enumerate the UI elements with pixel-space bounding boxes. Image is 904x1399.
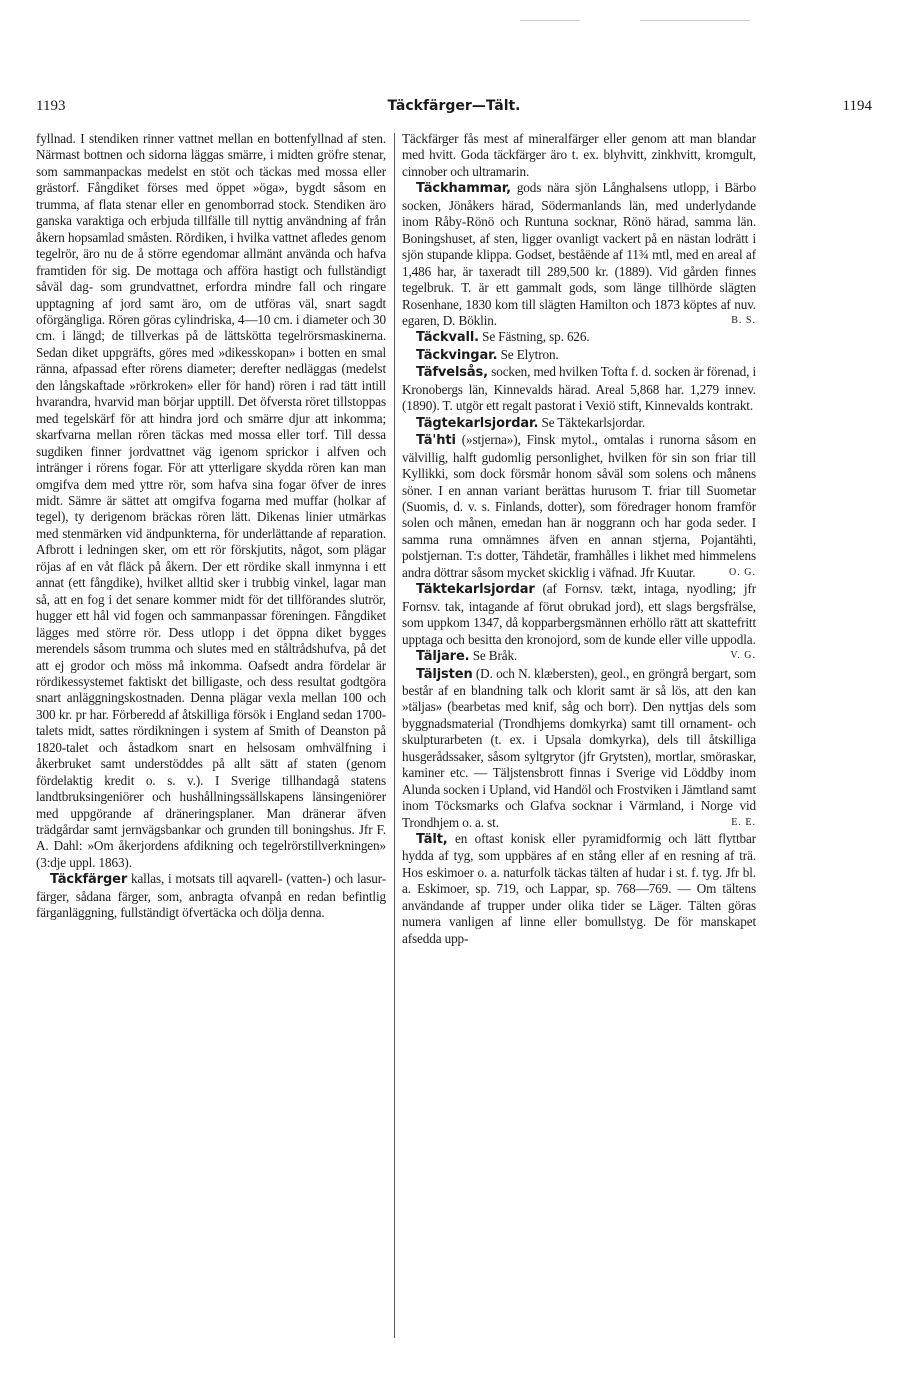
entry-talt: [402, 831, 756, 947]
entry-tackvingar: [402, 347, 756, 364]
author-signature: O. G.: [729, 566, 756, 578]
entry-text: Se Täktekarlsjordar.: [541, 414, 646, 430]
headword: Tä'hti: [416, 433, 456, 449]
headword: Täfvelsås,: [416, 365, 488, 381]
headword: Tält,: [416, 832, 448, 848]
author-signature: B. S.: [731, 314, 756, 326]
entry-text: Se Fästning, sp. 626.: [482, 329, 590, 345]
headword: Täljare.: [416, 649, 470, 665]
headword: Täckvingar.: [416, 347, 498, 363]
entry-text: (»stjerna»), Finsk mytol., omtalas i runorna såsom en välvillig, halft gudomlig personlighet, hvilken för sin son friar till Kyllikki, som dock försmår honom såväl som solens och månens söner. I en annan variant berättas hurusom T. friar till Suometar (Suomis, d. v. s. Finlands, dotter), som föredrager honom framför solen och månen, emedan han är noggrann och har goda seder. I samma runa omnämnes äfven en annan stjerna, Pojantähti, polstjernan. T:s dotter, Tähdetär, framhålles i likhet med himmelens andra döttrar såsom mycket skicklig i väfnad. Jfr Kuutar.: [402, 432, 756, 580]
headword: Täljsten: [416, 666, 473, 682]
page-number-right: 1194: [842, 98, 872, 114]
paragraph-continued: Täckfärger fås mest af mineralfärger eller genom att man blandar med hvitt. Goda täckfärger äro t. ex. blyhvitt, zinkhvitt, kromgult, cinnober och ultramarin.: [402, 131, 756, 179]
column-rule: [394, 133, 395, 1338]
entry-tackhammar: [402, 180, 756, 329]
entry-text: socken, med hvilken Tofta f. d. socken är förenad, i Kronobergs län, Kinnevalds härad. Areal 5,868 har. 1,279 innev. (1890). T. utgör ett regalt pastorat i Vexiö stift, Kinnevalds kontrakt.: [402, 364, 756, 414]
entry-text: Se Elytron.: [500, 346, 559, 362]
author-signature: V. G.: [730, 650, 756, 662]
entry-tagtekarlsjordar: [402, 415, 756, 432]
entry-text: Se Bråk.: [472, 648, 518, 664]
left-column: [36, 131, 386, 922]
entry-text: kallas, i motsats till aqvarell- (vatten-) och lasur-färger, sådana färger, som, anbragta ofvanpå en redan befintlig färganläggning, fullständigt öfvertäcka och dölja denna.: [36, 871, 386, 921]
headword: Täktekarlsjordar: [416, 582, 535, 598]
entry-tackfarger: [36, 871, 386, 921]
headword: Täckfärger: [50, 872, 128, 888]
entry-tafvelsas: [402, 364, 756, 414]
entry-text: gods nära sjön Långhalsens utlopp, i Bärbo socken, Jönåkers härad, Södermanlands län, med underlydande inom Råby-Rönö och Runtuna socknar, Rönö härad, samma län. Boningshuset, af sten, ligger ovanligt vackert på en nästan lodrätt i sjön stupande klippa. Godset, beståënde af 11¾ mtl, med en areal af 1,486 har, är taxeradt till 289,500 kr. (1889). Vid gården finnes tegelbruk. T. är ett gammalt gods, som länge tillhörde slägten Rosenhane, 1830 kom till slägten Hamilton och 1873 köptes af nuv. egaren, D. Böklin.: [402, 180, 756, 328]
running-title: Täckfärger—Tält.: [387, 98, 521, 114]
entry-text: (D. och N. klæbersten), geol., en gröngrå bergart, som består af en blandning talk och klorit samt är så lös, att den kan »täljas» (bearbetas med knif, såg och borr). Den nyttjas dels som byggnadsmaterial (Trondhjems domkyrka) samt till ornament- och skulpturarbeten (t. ex. i Upsala domkyrka), dels till åtskilliga husgerådssaker, såsom syltgrytor (jfr Grytsten), mortlar, smöraskar, kaminer etc. — Täljstensbrott finnas i Sverige vid Löddby inom Alunda socken i Upland, vid Handöl och Frostviken i Jämtland samt inom Töcksmarks och Glafva socknar i Värmland, i Norge vid Trondhjem o. a. st.: [402, 665, 756, 830]
headword: Täckvall.: [416, 330, 479, 346]
headword: Tägtekarlsjordar.: [416, 415, 539, 431]
scan-artifact: [640, 20, 750, 21]
scan-artifact: [520, 20, 580, 21]
entry-tahti: [402, 432, 756, 581]
headword: Täckhammar,: [416, 181, 511, 197]
entry-text: en oftast konisk eller pyramidformig och lätt flyttbar hydda af tyg, som uppbäres af en stång eller af en resning af trä. Hos eskimoer o. a. naturfolk täckas tälten af hudar i st. f. tyg. Jfr bl. a. Eskimoer, sp. 719, och Lappar, sp. 768—769. — Om tältens användande af trupper under olika tider se Läger. Tälten göras numera vanligen af linne eller bomullstyg. De för manskapet afsedda upp-: [402, 831, 757, 946]
entry-taljsten: [402, 666, 756, 832]
entry-text: (af Fornsv. tækt, intaga, nyodling; jfr Fornsv. tak, intagande af förut obrukad jord), ett slags bergsfrälse, som uppkom 1347, då kopparbergsmännen erhöllo rätt att skattefritt upptaga och besitta den kronojord, som de kunde eller ville uppodla.: [402, 581, 756, 647]
paragraph-continued: fyllnad. I stendiken rinner vattnet mellan en bottenfyllnad af sten. Närmast bottnen och sidorna läggas smärre, i midten gröfre stenar, som sammanpackas medelst en stöt och täckas med mossa eller grästorf. Fångdiket förses med öppet »öga», bygdt såsom en trumma, af flata stenar eller en genomborrad stock. Stendiken äro ganska varaktiga och erbjuda tillfälle till nyttig användning af från åkern hopsamlad småsten. Rördiken, i hvilka vattnet afledes genom tegelrör, äro nu de å större egendomar allmänt använda och hafva framtiden för sig. De mottaga och afföra hastigt och fullständigt såväl dag- som grundvattnet, erfordra mindre fall och ringare upptagning af jord samt äro, om de utföras väl, snart sagdt oförgängliga. Rören göras cylindriska, 4—10 cm. i diameter och 30 cm. i längd; de tillverkas på de lättskötta tegelrörsmaskinerna. Sedan diket uppgräfts, göres med »dikesskopan» i botten en smal ränna, afpassad efter rörens diameter; derefter nedläggas (medelst den långskaftade »rörkroken» eller för hand) rören i rad tätt intill hvarandra, hvarvid man börjar upptill. Det öfversta röret tillstoppas med tegelskärf för att hindra jord och smärre djur att inkomma; skarfvarna mellan rören täckas med mossa eller torf. Till dessa sugdiken finner jordvattnet väg igenom sprickor i alfven och intränger i rörens fogar. För att ytterligare skydda rören kan man omgifva dem med yttre rör, som hafva sina fogar öfver de inres midt. Sämre är sättet att omgifva fogarna med muffar (holkar af tegel), ty derigenom bräckas rören lätt. Dikenas linier utmärkas med stenmärken vid ändpunkterna, för underlättande af reparation. Afbrott i ledningen sker, om ett rör förskjutits, något, som plägar röjas af en våt fläck på åkern. Der ett rördike skall inmynna i ett annat (ett fångdike), hvilket alltid sker i trubbig vinkel, lagar man så, att en fog i det senare kommer midt för det tillförandes slutrör, hugger ett hål vid fogen och sammanpassar föreningen. Fångdiket lägges med större rör. Dess utlopp i det öppna diket bygges merendels såsom trumma och slutes med en ståltrådshufva, på det att ej grodor och möss må inkomma. Oafsedt andra fördelar är rördikessystemet faktiskt det billigaste, och dess resultat godtgöra snart anläggningskostnaden. Denna plägar vexla mellan 100 och 300 kr. pr har. Förberedd af åtskilliga försök i England sedan 1700-talets midt, sattes rördikningen i system af Smith of Deanston på 1820-talet och åstadkom snart en helsosam omhvälfning i åkerbruket samt understöddes på allt sätt af staten (genom fördelaktig kredit o. s. v.). I Sverige tillhandagå statens landtbruksingeniörer och hushållningssällskapens länsingeniörer med uppgörande af dräneringsplaner. Man dränerar äfven trädgårdar samt jernvägsbankar och grunden till boningshus. Jfr F. A. Dahl: »Om åkerjordens afdikning och tegelrörstillverkningen» (3:dje uppl. 1863).: [36, 131, 386, 870]
entry-tackvall: [402, 329, 756, 346]
page-number-left: 1193: [36, 98, 66, 114]
page-header: [36, 98, 872, 124]
entry-taljare: [402, 648, 756, 665]
author-signature: E. E.: [731, 816, 756, 828]
right-column: [402, 131, 756, 947]
